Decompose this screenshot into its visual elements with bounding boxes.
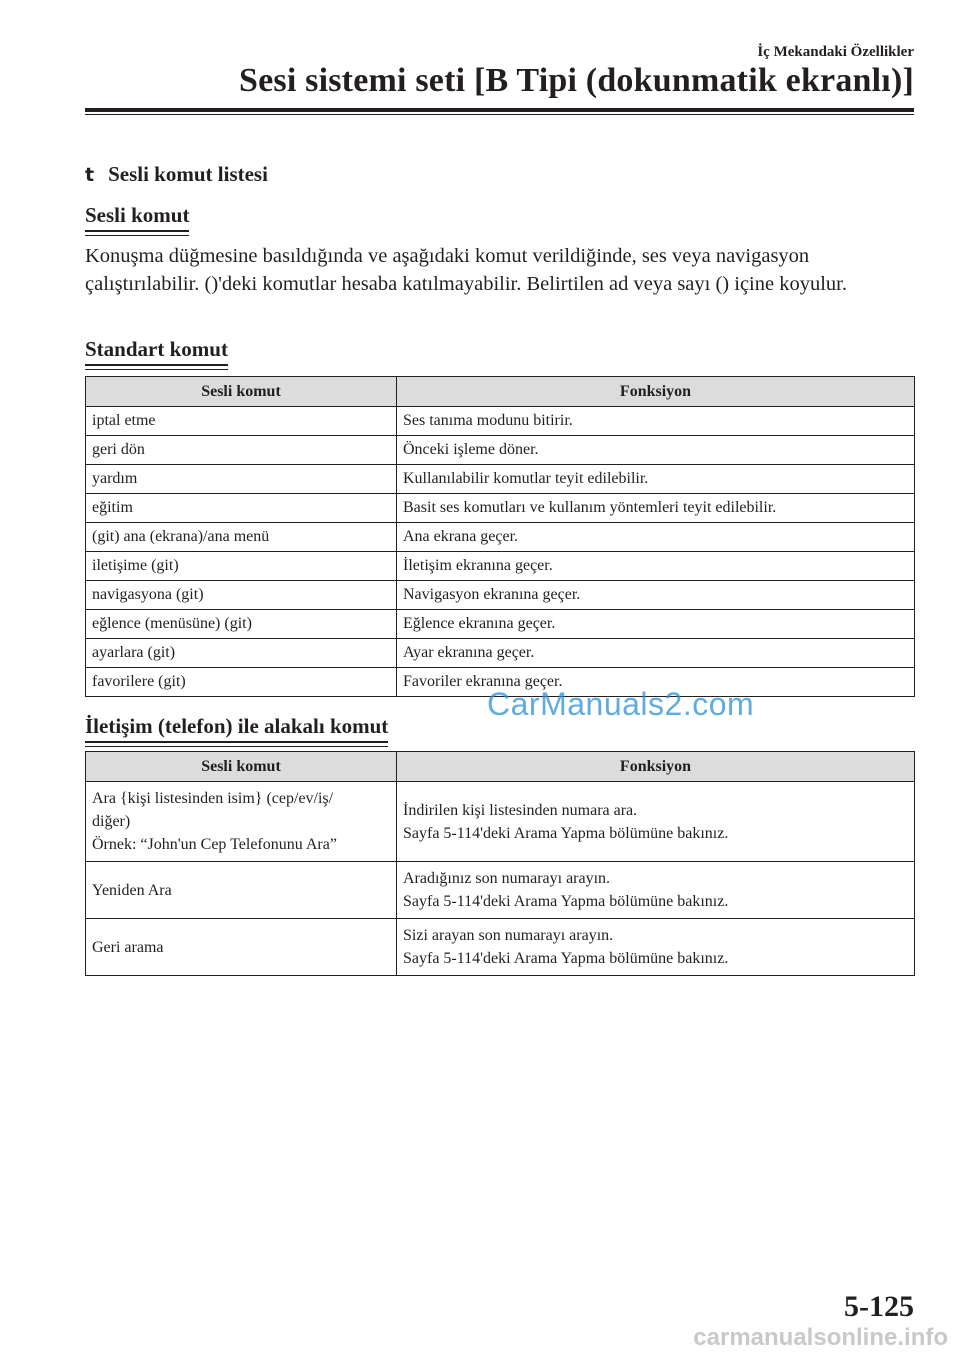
watermark: CarManuals2.com	[487, 686, 755, 722]
function-cell: İletişim ekranına geçer.	[397, 552, 915, 581]
function-cell: Önceki işleme döner.	[397, 436, 915, 465]
page-title: Sesi sistemi seti [B Tipi (dokunmatik ekranlı)]	[238, 62, 914, 99]
header-rule-thin	[85, 114, 914, 115]
function-cell	[397, 862, 915, 919]
standard-command-heading: Standart komut	[85, 337, 228, 366]
standard-table-body	[86, 407, 915, 697]
command-cell: eğitim	[86, 494, 397, 523]
table-header-row	[86, 377, 915, 407]
column-header-command: Sesli komut	[86, 752, 397, 782]
function-line: Aradığınız son numarayı arayın.	[403, 870, 611, 887]
function-cell: Basit ses komutları ve kullanım yöntemleri teyit edilebilir.	[397, 494, 915, 523]
telephone-command-table	[85, 751, 915, 976]
telephone-table-body	[86, 782, 915, 976]
command-cell: navigasyona (git)	[86, 581, 397, 610]
column-header-function: Fonksiyon	[397, 377, 915, 407]
table-row	[86, 407, 915, 436]
function-cell: Navigasyon ekranına geçer.	[397, 581, 915, 610]
command-cell: yardım	[86, 465, 397, 494]
section-title: Sesli komut listesi	[108, 162, 268, 186]
telephone-command-heading: İletişim (telefon) ile alakalı komut	[85, 714, 388, 743]
chapter-name: İç Mekandaki Özellikler	[757, 44, 914, 60]
command-cell: iletişime (git)	[86, 552, 397, 581]
command-line: Yeniden Ara	[92, 881, 172, 899]
table-row	[86, 639, 915, 668]
function-cell: Ayar ekranına geçer.	[397, 639, 915, 668]
command-line: diğer)	[92, 813, 131, 830]
intro-paragraph: Konuşma düğmesine basıldığında ve aşağıdaki komut verildiğinde, ses veya navigasyon çalıştırılabilir. ()'deki komutlar hesaba katılmayabilir. Belirtilen ad veya sayı () içine koyulur.	[85, 245, 847, 295]
table-row	[86, 552, 915, 581]
section-heading	[85, 162, 268, 187]
table-row	[86, 919, 915, 976]
standard-command-table	[85, 376, 915, 697]
table-row	[86, 494, 915, 523]
page-number: 5-125	[844, 1290, 914, 1323]
table-row	[86, 610, 915, 639]
command-cell	[86, 919, 397, 976]
function-line: İndirilen kişi listesinden numara ara.	[403, 801, 638, 819]
page-header	[0, 0, 960, 120]
function-cell: Kullanılabilir komutlar teyit edilebilir.	[397, 465, 915, 494]
function-cell: Favoriler ekranına geçer.	[397, 668, 915, 697]
column-header-function: Fonksiyon	[397, 752, 915, 782]
function-line: Sizi arayan son numarayı arayın.	[403, 927, 614, 944]
command-cell	[86, 782, 397, 862]
function-cell	[397, 919, 915, 976]
command-cell	[86, 862, 397, 919]
command-line: Geri arama	[92, 938, 164, 956]
command-cell: favorilere (git)	[86, 668, 397, 697]
function-cell	[397, 782, 915, 862]
command-line: Örnek: “John'un Cep Telefonunu Ara”	[92, 836, 337, 853]
table-row	[86, 465, 915, 494]
table-row	[86, 581, 915, 610]
table-row	[86, 782, 915, 862]
function-line: Sayfa 5-114'deki Arama Yapma bölümüne bakınız.	[403, 893, 729, 910]
function-cell: Ana ekrana geçer.	[397, 523, 915, 552]
table-row	[86, 436, 915, 465]
table-header-row	[86, 752, 915, 782]
column-header-command: Sesli komut	[86, 377, 397, 407]
command-line: Ara {kişi listesinden isim} (cep/ev/iş/	[92, 790, 334, 807]
site-footer-link[interactable]: carmanualsonline.info	[693, 1324, 948, 1351]
command-cell: ayarlara (git)	[86, 639, 397, 668]
header-rule	[85, 108, 914, 112]
table-row	[86, 523, 915, 552]
function-line: Sayfa 5-114'deki Arama Yapma bölümüne bakınız.	[403, 950, 729, 967]
table-row	[86, 862, 915, 919]
command-cell: iptal etme	[86, 407, 397, 436]
voice-command-heading: Sesli komut	[85, 203, 189, 232]
function-cell: Ses tanıma modunu bitirir.	[397, 407, 915, 436]
function-cell: Eğlence ekranına geçer.	[397, 610, 915, 639]
function-line: Sayfa 5-114'deki Arama Yapma bölümüne bakınız.	[403, 824, 729, 842]
command-cell: geri dön	[86, 436, 397, 465]
command-cell: eğlence (menüsüne) (git)	[86, 610, 397, 639]
section-bullet: t	[85, 164, 95, 186]
command-cell: (git) ana (ekrana)/ana menü	[86, 523, 397, 552]
